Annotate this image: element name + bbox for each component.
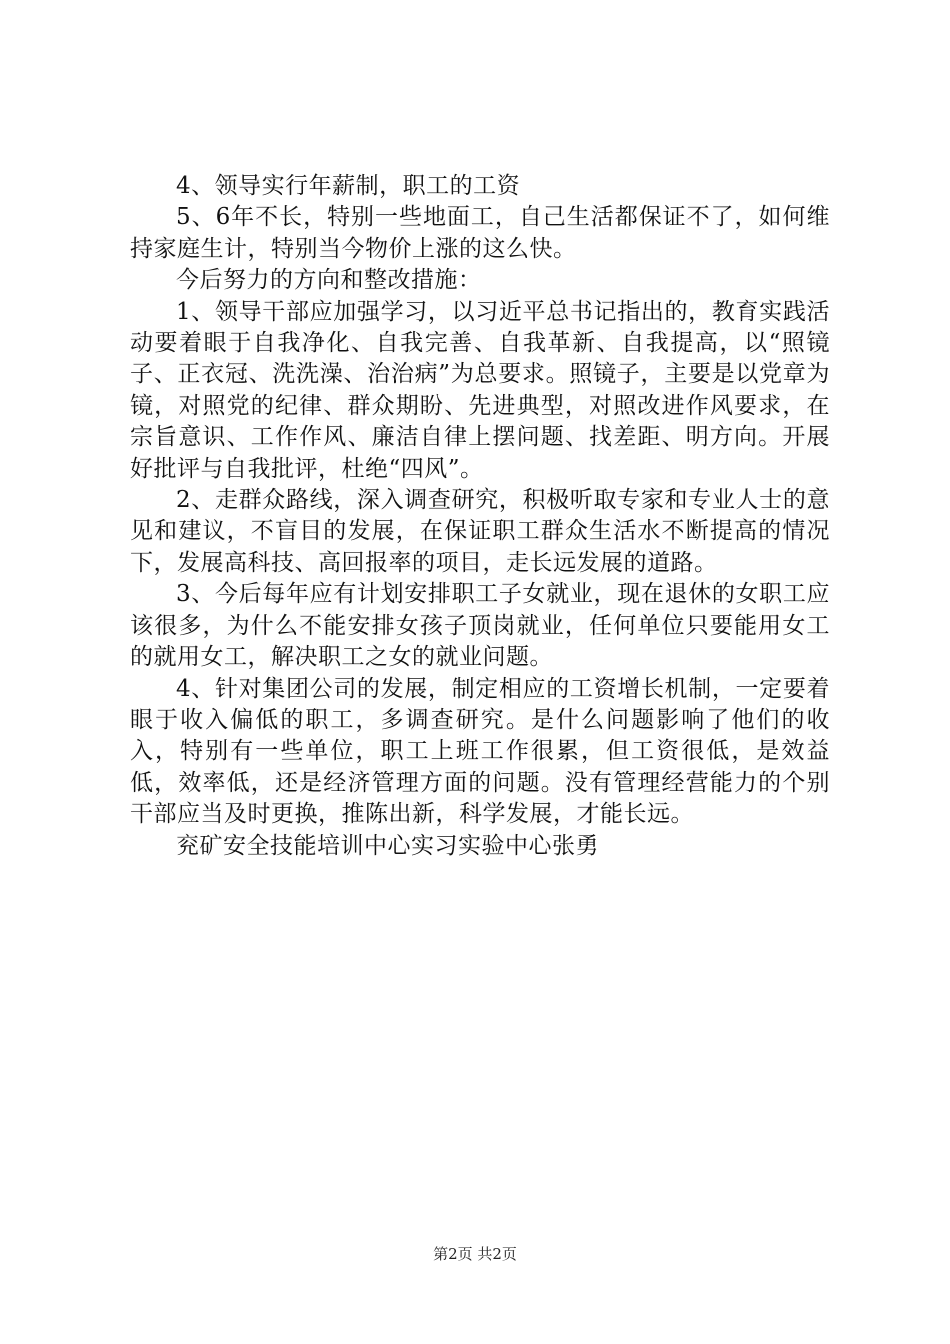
paragraph-measure-3: 3、今后每年应有计划安排职工子女就业，现在退休的女职工应该很多，为什么不能安排女孩子顶岗就业，任何单位只要能用女工的就用女工，解决职工之女的就业问题。 <box>130 581 830 671</box>
paragraph-item-5-living: 5、6年不长，特别一些地面工，自己生活都保证不了，如何维持家庭生计，特别当今物价上涨的这么快。 <box>130 204 830 262</box>
page-footer <box>0 1244 950 1264</box>
page-number-label: 第2页 共2页 <box>433 1245 517 1263</box>
document-body <box>130 171 830 862</box>
author-signature-line: 兖矿安全技能培训中心实习实验中心张勇 <box>176 832 599 859</box>
paragraph-measure-1: 1、领导干部应加强学习，以习近平总书记指出的，教育实践活动要着眼于自我净化、自我完善、自我革新、自我提高，以“照镜子、正衣冠、洗洗澡、治治病”为总要求。照镜子，主要是以党章为镜，对照党的纪律、群众期盼、先进典型，对照改进作风要求，在宗旨意识、工作作风、廉洁自律上摆问题、找差距、明方向。开展好批评与自我批评，杜绝“四风”。 <box>130 298 830 482</box>
paragraph-measure-2: 2、走群众路线，深入调查研究，积极听取专家和专业人士的意见和建议，不盲目的发展，在保证职工群众生活水不断提高的情况下，发展高科技、高回报率的项目，走长远发展的道路。 <box>130 487 830 576</box>
paragraph-item-4-salary: 4、领导实行年薪制，职工的工资 <box>176 173 521 199</box>
section-heading-measures: 今后努力的方向和整改措施： <box>176 267 482 294</box>
paragraph-measure-4: 4、针对集团公司的发展，制定相应的工资增长机制，一定要着眼于收入偏低的职工，多调查研究。是什么问题影响了他们的收入，特别有一些单位，职工上班工作很累，但工资很低，是效益低，效率低，还是经济管理方面的问题。没有管理经营能力的个别干部应当及时更换，推陈出新，科学发展，才能长远。 <box>130 675 830 828</box>
